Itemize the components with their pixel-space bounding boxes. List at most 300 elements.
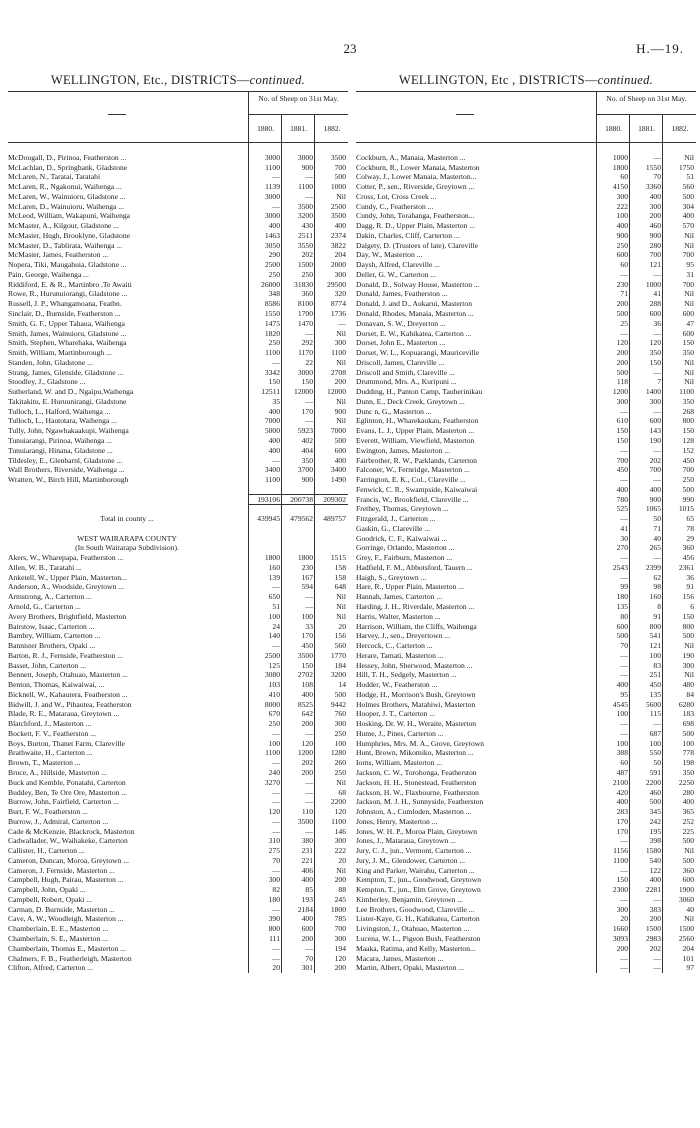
owner-name: Farrington, E. K., Col., Clareville ... bbox=[356, 475, 466, 485]
sheep-1880: 8000 bbox=[264, 699, 280, 709]
sheep-1881: 8100 bbox=[297, 299, 313, 309]
document-reference: H.—19. bbox=[636, 41, 684, 56]
sheep-1882: Nil bbox=[336, 777, 346, 787]
sheep-1882: Nil bbox=[336, 865, 346, 875]
sheep-1881: 380 bbox=[301, 836, 313, 846]
sheep-1882: 3822 bbox=[330, 240, 346, 250]
sheep-1880: — bbox=[272, 641, 280, 651]
sheep-1880: 400 bbox=[616, 797, 628, 807]
table-row bbox=[8, 768, 348, 778]
sheep-1880: — bbox=[620, 650, 628, 660]
sheep-1882: Nil bbox=[336, 416, 346, 426]
sheep-1882: 146 bbox=[334, 826, 346, 836]
table-row bbox=[356, 729, 696, 739]
sheep-1882: 2708 bbox=[330, 367, 346, 377]
sheep-1880: 20 bbox=[272, 963, 280, 973]
sheep-1882: 500 bbox=[334, 435, 346, 445]
sheep-1880: 1100 bbox=[265, 348, 280, 358]
sheep-1880: 2543 bbox=[612, 562, 628, 572]
table-row bbox=[356, 866, 696, 876]
sheep-1880: 525 bbox=[616, 504, 628, 514]
sheep-1882: 68 bbox=[338, 787, 346, 797]
sheep-1882: 300 bbox=[334, 719, 346, 729]
owner-name: Chamberlain, Thomas E., Masterton ... bbox=[8, 943, 126, 953]
sheep-1882: 500 bbox=[682, 631, 694, 641]
table-row bbox=[8, 299, 348, 309]
sheep-1881: 121 bbox=[649, 641, 661, 651]
sheep-1882: 500 bbox=[334, 172, 346, 182]
page-number: 23 bbox=[343, 41, 357, 56]
sheep-1880: — bbox=[272, 172, 280, 182]
sheep-1881: — bbox=[653, 269, 661, 279]
sheep-1881: 193 bbox=[301, 894, 313, 904]
sheep-1882: 800 bbox=[682, 416, 694, 426]
sheep-1882: 150 bbox=[682, 426, 694, 436]
owner-name: Harrison, William, the Cliffs, Waihenga bbox=[356, 621, 477, 631]
sheep-1880: 160 bbox=[268, 562, 280, 572]
owner-name: Barton, R. J., Fernside, Featherston ... bbox=[8, 650, 123, 660]
sheep-1880: 400 bbox=[616, 680, 628, 690]
owner-name: Smith, G. F., Upper Tahaua, Waihenga bbox=[8, 318, 125, 328]
table-row bbox=[356, 788, 696, 798]
sheep-1880: 300 bbox=[616, 396, 628, 406]
table-row bbox=[356, 680, 696, 690]
sheep-1882: 3500 bbox=[330, 211, 346, 221]
sheep-1881: 7 bbox=[657, 377, 661, 387]
table-row bbox=[356, 944, 696, 954]
sheep-1882: 500 bbox=[334, 689, 346, 699]
sheep-1880: 170 bbox=[616, 826, 628, 836]
table-row bbox=[8, 573, 348, 583]
owner-name: Evans, L. J., Upper Plain, Masterton ... bbox=[356, 426, 475, 436]
table-row bbox=[356, 387, 696, 397]
sheep-1880: 250 bbox=[616, 240, 628, 250]
owner-name: Hunt, Brown, Mikomiko, Masterton ... bbox=[356, 748, 474, 758]
sheep-1880: 2100 bbox=[612, 777, 628, 787]
sheep-1880: 103 bbox=[268, 680, 280, 690]
table-row bbox=[356, 778, 696, 788]
table-row bbox=[8, 231, 348, 241]
sheep-1880: 4545 bbox=[612, 699, 628, 709]
sheep-1882: Nil bbox=[684, 914, 694, 924]
sheep-1880: — bbox=[272, 797, 280, 807]
table-row bbox=[8, 612, 348, 622]
owner-name: Dunn, E., Deck Creek, Greytown ... bbox=[356, 396, 465, 406]
sheep-1882: 1100 bbox=[679, 387, 694, 397]
sheep-1882: 2200 bbox=[330, 797, 346, 807]
sheep-1880: 118 bbox=[616, 377, 628, 387]
table-row bbox=[356, 407, 696, 417]
table-row bbox=[356, 553, 696, 563]
owner-name: Tunuiarangi, Pirinoa, Waihenga ... bbox=[8, 435, 113, 445]
owner-name: Gorringe, Orlando, Masterton ... bbox=[356, 543, 455, 553]
table-row bbox=[356, 573, 696, 583]
owner-name: Standen, John, Gladstone ... bbox=[8, 357, 93, 367]
sheep-1882: 600 bbox=[334, 445, 346, 455]
owner-name: Bairstow, Isaac, Carterton ... bbox=[8, 621, 95, 631]
sheep-1882: 2560 bbox=[678, 934, 694, 944]
owner-name: Cadwallader, W., Waihakeke, Carterton bbox=[8, 836, 128, 846]
sheep-1881: 150 bbox=[301, 660, 313, 670]
sheep-1881: 900 bbox=[649, 494, 661, 504]
table-row bbox=[8, 143, 348, 153]
sheep-1880: 400 bbox=[268, 406, 280, 416]
owner-name: Martin, Albert, Opaki, Masterton ... bbox=[356, 963, 464, 973]
owner-name: Campbell, John, Opaki ... bbox=[8, 885, 86, 895]
owner-name: Campbell, Robert, Opaki ... bbox=[8, 894, 92, 904]
table-row bbox=[356, 709, 696, 719]
sheep-1880: 348 bbox=[268, 289, 280, 299]
table-row bbox=[356, 641, 696, 651]
sheep-1881: 202 bbox=[649, 943, 661, 953]
sheep-1881: 402 bbox=[301, 435, 313, 445]
sheep-1882: 300 bbox=[334, 338, 346, 348]
sheep-1880: — bbox=[620, 953, 628, 963]
sheep-1880: 70 bbox=[272, 855, 280, 865]
sheep-1882: 2250 bbox=[678, 777, 694, 787]
sheep-1880: 3400 bbox=[264, 465, 280, 475]
owner-name: Maaka, Ratima, and Kelly, Masterton... bbox=[356, 943, 476, 953]
owner-name: Bruce, A., Hillside, Masterton ... bbox=[8, 768, 107, 777]
owner-name: McMaster, D., Tablirata, Waihenga ... bbox=[8, 240, 123, 250]
table-row bbox=[356, 319, 696, 329]
sheep-1881: 3500 bbox=[297, 816, 313, 826]
table-row bbox=[356, 622, 696, 632]
table-row bbox=[356, 856, 696, 866]
table-row bbox=[8, 778, 348, 788]
sheep-1881: 3200 bbox=[297, 211, 313, 221]
owner-name: Gaskin, G., Clareville ... bbox=[356, 523, 431, 533]
owner-name: Herare, Tamati, Masterton ... bbox=[356, 650, 444, 660]
sheep-1882: 29500 bbox=[327, 279, 346, 289]
table-row bbox=[356, 338, 696, 348]
owner-name: Kempton, T., jun., Elm Grove, Greytown bbox=[356, 885, 481, 895]
sheep-1881: 2200 bbox=[645, 777, 661, 787]
table-row bbox=[356, 817, 696, 827]
sheep-1882: 778 bbox=[682, 748, 694, 758]
sheep-1881: 400 bbox=[301, 875, 313, 885]
table-row bbox=[356, 739, 696, 749]
sheep-1880: 25 bbox=[620, 318, 628, 328]
table-row bbox=[356, 719, 696, 729]
sheep-1880: 100 bbox=[616, 709, 628, 719]
table-row bbox=[8, 592, 348, 602]
owner-name: Livingston, J., Otahuao, Masterton ... bbox=[356, 924, 470, 934]
sheep-1880: 1800 bbox=[612, 162, 628, 172]
owner-name: McLachlan, D., Springbank, Gladstone bbox=[8, 162, 128, 172]
table-row bbox=[356, 202, 696, 212]
table-row bbox=[8, 944, 348, 954]
sheep-1882: Nil bbox=[336, 611, 346, 621]
sheep-1880: 120 bbox=[616, 338, 628, 348]
sheep-1881: 110 bbox=[301, 807, 313, 817]
sheep-1882: 120 bbox=[334, 953, 346, 963]
sheep-1882: 560 bbox=[334, 641, 346, 651]
sheep-1882: 2000 bbox=[330, 260, 346, 270]
sheep-1882: 91 bbox=[686, 582, 694, 592]
sheep-1880: 240 bbox=[268, 768, 280, 777]
table-row bbox=[8, 163, 348, 173]
owner-name: Humphries, Mrs. M. A., Grove, Greytown bbox=[356, 738, 485, 748]
sheep-1881: 900 bbox=[301, 475, 313, 485]
sheep-1881: 591 bbox=[649, 768, 661, 777]
sheep-1882: 280 bbox=[682, 787, 694, 797]
table-row bbox=[356, 436, 696, 446]
sheep-1881: — bbox=[305, 797, 313, 807]
sheep-1880: 99 bbox=[620, 582, 628, 592]
sheep-1881: 3500 bbox=[297, 201, 313, 211]
owner-name: Brown, T., Masterton ... bbox=[8, 758, 81, 768]
table-row bbox=[356, 163, 696, 173]
owner-name: Cundy, John, Torahanga, Featherston... bbox=[356, 211, 475, 221]
sheep-1882: 156 bbox=[334, 631, 346, 641]
sheep-1880: 30 bbox=[620, 533, 628, 543]
sheep-1880: 100 bbox=[268, 738, 280, 748]
table-row bbox=[356, 690, 696, 700]
sheep-1882: 88 bbox=[338, 885, 346, 895]
sheep-1881: 400 bbox=[649, 875, 661, 885]
sheep-1881: 292 bbox=[301, 338, 313, 348]
table-row bbox=[8, 377, 348, 387]
sheep-1882: 31 bbox=[686, 269, 694, 279]
sheep-1882: 3060 bbox=[678, 894, 694, 904]
owner-name: Wratten, W., Birch Hill, Martinborough bbox=[8, 475, 129, 485]
sheep-1881: 400 bbox=[649, 191, 661, 201]
sheep-1882: 700 bbox=[682, 279, 694, 289]
owner-name: McMaster, James, Featherston ... bbox=[8, 250, 109, 260]
table-row bbox=[356, 221, 696, 231]
sheep-1880: 193106 bbox=[257, 494, 280, 504]
sheep-1882: 150 bbox=[682, 611, 694, 621]
owner-name: Donald, J. and D., Aukarui, Masterton bbox=[356, 299, 472, 309]
sheep-1880: — bbox=[272, 865, 280, 875]
sheep-1882: Nil bbox=[684, 367, 694, 377]
table-row bbox=[8, 827, 348, 837]
table-row bbox=[8, 885, 348, 895]
table-row bbox=[8, 182, 348, 192]
sheep-1880: 1100 bbox=[265, 748, 280, 758]
sheep-1882: 570 bbox=[682, 221, 694, 231]
sheep-1880: — bbox=[620, 670, 628, 680]
table-row bbox=[8, 729, 348, 739]
owner-name: WEST WAIRARAPA COUNTY bbox=[77, 533, 177, 543]
sheep-1882: 250 bbox=[334, 728, 346, 738]
table-row bbox=[8, 465, 348, 475]
sheep-1880: 3080 bbox=[264, 670, 280, 680]
table-row bbox=[8, 436, 348, 446]
sheep-1881: 150 bbox=[649, 357, 661, 367]
table-row bbox=[356, 211, 696, 221]
owner-name: Hodder, W., Featherston ... bbox=[356, 680, 438, 690]
sheep-1880: 26000 bbox=[261, 279, 280, 289]
table-row bbox=[8, 153, 348, 163]
table-row bbox=[8, 622, 348, 632]
sheep-1880: 487 bbox=[616, 768, 628, 777]
table-row bbox=[356, 485, 696, 495]
table-row bbox=[356, 934, 696, 944]
owner-name: Dorset, John E., Masterton ... bbox=[356, 338, 446, 348]
owner-name: Everett, William, Viewfield, Masterton bbox=[356, 435, 475, 445]
sheep-1882: 480 bbox=[682, 680, 694, 690]
table-row bbox=[8, 914, 348, 924]
sheep-1880: 800 bbox=[268, 924, 280, 934]
sheep-1881: 190 bbox=[649, 435, 661, 445]
sheep-1881: 800 bbox=[649, 621, 661, 631]
table-row bbox=[8, 700, 348, 710]
sheep-1882: 97 bbox=[686, 963, 694, 973]
sheep-1881: 398 bbox=[649, 836, 661, 846]
table-row bbox=[8, 758, 348, 768]
owner-name: Hare, R., Upper Plain, Masterton ... bbox=[356, 582, 464, 592]
sheep-1882: 20 bbox=[338, 855, 346, 865]
sheep-1882: 100 bbox=[682, 738, 694, 748]
owner-name: Avery Brothers, Brightfield, Masterton bbox=[8, 611, 127, 621]
table-row bbox=[8, 905, 348, 915]
owner-name: Jackson, H. H., Stonestead, Featherston bbox=[356, 777, 477, 787]
sheep-1880: 60 bbox=[620, 172, 628, 182]
owner-name: McLeod, William, Wakapuni, Waihenga bbox=[8, 211, 131, 221]
sheep-1882: Nil bbox=[684, 230, 694, 240]
sheep-1880: 5000 bbox=[264, 426, 280, 436]
sheep-1880: 1463 bbox=[264, 230, 280, 240]
table-row bbox=[8, 807, 348, 817]
sheep-1882: 6 bbox=[690, 601, 694, 611]
sheep-1881: 430 bbox=[301, 221, 313, 231]
sheep-1881: 280 bbox=[649, 240, 661, 250]
owner-name: Kempton, T., jun., Goodwood, Greytown bbox=[356, 875, 482, 885]
sheep-1882: Nil bbox=[684, 240, 694, 250]
table-row bbox=[356, 748, 696, 758]
owner-name: Falconer, W., Fernridge, Masterton ... bbox=[356, 465, 470, 475]
sheep-1881: — bbox=[305, 592, 313, 602]
sheep-1881: 41 bbox=[653, 289, 661, 299]
owner-name: Chalmers, F. B., Featherleigh, Masterton bbox=[8, 953, 132, 963]
sheep-1882: 600 bbox=[682, 328, 694, 338]
table-row bbox=[8, 241, 348, 251]
sheep-1882: 6280 bbox=[678, 699, 694, 709]
sheep-1880: 650 bbox=[268, 592, 280, 602]
owner-name: Smith, Stephen, Wharehaka, Waihenga bbox=[8, 338, 127, 348]
sheep-1880: — bbox=[620, 445, 628, 455]
table-row bbox=[356, 768, 696, 778]
owner-name: Tunuiarangi, Hinana, Gladstone ... bbox=[8, 445, 113, 455]
sheep-1881: 600 bbox=[649, 416, 661, 426]
sheep-1880: 3270 bbox=[264, 777, 280, 787]
table-row bbox=[8, 172, 348, 182]
sheep-1881: 70 bbox=[305, 953, 313, 963]
header-year-1881: 1881. bbox=[629, 115, 663, 142]
sheep-1881: 150 bbox=[301, 377, 313, 387]
sheep-1880: 290 bbox=[268, 250, 280, 260]
sheep-1881: 83 bbox=[653, 660, 661, 670]
sheep-1882: 1736 bbox=[330, 309, 346, 319]
sheep-1880: 250 bbox=[268, 338, 280, 348]
owner-name: Hadfield, F. M., Abbotsford, Tauern ... bbox=[356, 562, 473, 572]
owner-name: Harding, J. H., Riverdale, Masterton ... bbox=[356, 601, 475, 611]
table-row bbox=[356, 231, 696, 241]
owner-name: Daysh, Alfred, Clareville ... bbox=[356, 260, 440, 270]
table-row bbox=[356, 807, 696, 817]
sheep-1881: — bbox=[305, 328, 313, 338]
sheep-1882: 190 bbox=[682, 650, 694, 660]
table-row bbox=[8, 289, 348, 299]
sheep-1880: 300 bbox=[268, 875, 280, 885]
sheep-1881: 3500 bbox=[297, 650, 313, 660]
sheep-1880: 1550 bbox=[264, 309, 280, 319]
sheep-1882: 990 bbox=[682, 494, 694, 504]
sheep-1882: 1015 bbox=[678, 504, 694, 514]
owner-name: Strang, James, Glenside, Gladstone ... bbox=[8, 367, 124, 377]
owner-name: Hume, J., Pines, Carterton ... bbox=[356, 728, 444, 738]
owner-name: King and Parker, Wairahu, Carterton ... bbox=[356, 865, 475, 875]
table-row bbox=[8, 690, 348, 700]
owner-name: Fitzgerald, J., Carterton ... bbox=[356, 514, 436, 524]
owner-name: Riddiford, E. & R., Martinbro ,Te Awaiti bbox=[8, 279, 132, 289]
sheep-1882: 1515 bbox=[330, 553, 346, 563]
sheep-1880: 600 bbox=[616, 250, 628, 260]
owner-name: Dalgety, D. (Trustees of late), Clareville bbox=[356, 240, 478, 250]
table-row bbox=[8, 748, 348, 758]
sheep-1882: 500 bbox=[682, 855, 694, 865]
sheep-1881: 404 bbox=[301, 445, 313, 455]
sheep-1881: 170 bbox=[301, 406, 313, 416]
owner-name: Cotter, P., sen., Riverside, Greytown ... bbox=[356, 182, 475, 192]
table-row bbox=[8, 875, 348, 885]
table-row bbox=[356, 143, 696, 153]
sheep-1881: 700 bbox=[649, 250, 661, 260]
left-column bbox=[8, 72, 348, 973]
owner-name: Macara, James, Masterton ... bbox=[356, 953, 444, 963]
sheep-1880: 139 bbox=[268, 572, 280, 582]
header-year-1881: 1881. bbox=[281, 115, 315, 142]
sheep-1881: 122 bbox=[649, 865, 661, 875]
owner-name: Cameron, Duncan, Moroa, Greytown ... bbox=[8, 855, 130, 865]
table-row bbox=[356, 885, 696, 895]
column-title-text: WELLINGTON, Etc., DISTRICTS— bbox=[50, 73, 250, 87]
owner-name: Eglinton, H., Wharekaukau, Featherston bbox=[356, 416, 479, 426]
sheep-1880: 2500 bbox=[264, 650, 280, 660]
sheep-1881: 31830 bbox=[294, 279, 313, 289]
sheep-1882: 184 bbox=[334, 660, 346, 670]
owner-name: Harvey, J., sen., Dreyertown ... bbox=[356, 631, 450, 641]
table-row bbox=[8, 456, 348, 466]
sheep-1881: — bbox=[305, 826, 313, 836]
sheep-1882: 8774 bbox=[330, 299, 346, 309]
table-row bbox=[8, 387, 348, 397]
sheep-1880: 400 bbox=[616, 221, 628, 231]
sheep-1880: 150 bbox=[616, 435, 628, 445]
sheep-1882: 360 bbox=[682, 865, 694, 875]
column-title-text: WELLINGTON, Etc , DISTRICTS— bbox=[398, 73, 598, 87]
owner-name: Jones, J., Mataraua, Greytown ... bbox=[356, 836, 456, 846]
sheep-1881: 2702 bbox=[297, 670, 313, 680]
sheep-1880: 410 bbox=[268, 689, 280, 699]
sheep-1880: 420 bbox=[616, 787, 628, 797]
table-row bbox=[8, 954, 348, 964]
sheep-1882: 3400 bbox=[330, 465, 346, 475]
owner-name: Dagg, R. D., Upper Plain, Masterton ... bbox=[356, 221, 475, 231]
table-row bbox=[8, 280, 348, 290]
sheep-1880: 7000 bbox=[264, 416, 280, 426]
table-row bbox=[356, 397, 696, 407]
sheep-1882: 200 bbox=[334, 377, 346, 387]
owner-name: McMaster, Hugh, Brooklyne, Gladstone bbox=[8, 230, 131, 240]
sheep-1880: 200 bbox=[616, 348, 628, 358]
owner-name: Wall Brothers, Riverside, Waihenga ... bbox=[8, 465, 125, 475]
sheep-1880: — bbox=[620, 865, 628, 875]
table-row bbox=[356, 172, 696, 182]
sheep-1880: 111 bbox=[269, 934, 280, 944]
